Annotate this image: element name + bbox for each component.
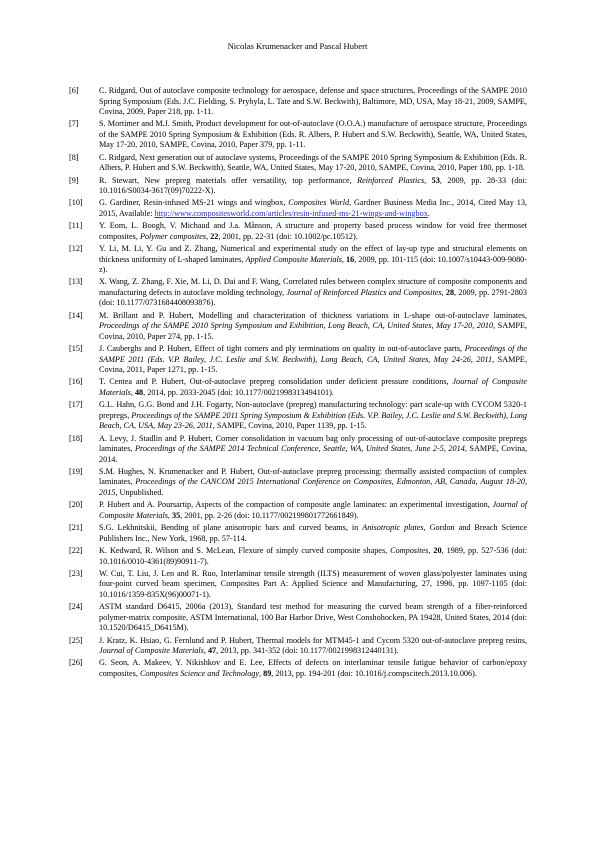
- reference-text-segment: , Gardner Business Media Inc., 2014, Cited May 13, 2015, Available:: [99, 198, 527, 218]
- reference-text-segment: R. Stewart, New prepreg materials offer versatility, top performance,: [99, 175, 358, 185]
- reference-italic-text: Journal of Composite Materials: [99, 377, 527, 397]
- reference-number: [8]: [69, 152, 79, 162]
- reference-item: [69, 636, 527, 657]
- reference-text-segment: , 2001, pp. 22-31 (doi: 10.1002/pc.10512).: [218, 231, 358, 241]
- reference-text-segment: , 2001, pp. 2-26 (doi: 10.1177/002199801772661849).: [180, 510, 359, 520]
- reference-number: [22]: [69, 546, 83, 555]
- reference-text: [99, 467, 527, 499]
- reference-text: [99, 434, 527, 466]
- reference-text-segment: , SAMPE, Covina, 2010, Paper 1139, pp. 1-15.: [212, 421, 367, 431]
- reference-italic-text: Proceedings of the CANCOM 2015 International Conference on Composites, Edmonton, AB, Canada, August 18-20, 2015: [99, 477, 527, 497]
- reference-number: [18]: [69, 433, 83, 443]
- reference-text-segment: , Gordon and Breach Science Publishers Inc., New York, 1968, pp. 57-114.: [99, 523, 527, 543]
- reference-text-segment: , 2009, pp. 28-33 (doi: 10.1016/S0034-3617(09)70222-X).: [99, 175, 527, 196]
- reference-text-segment: ,: [259, 668, 264, 678]
- reference-number: [13]: [69, 277, 83, 287]
- reference-text-segment: ASTM standard D6415, 2006a (2013), Standard test method for measuring the curved beam strength of a fiber-reinforced polymer-matrix composite, ASTM International, 100 Bar Harbor Drive, West Conshohocken, PA 19428, United States, 2014 (doi: 10.1520/D6415_D6415M).: [99, 602, 527, 633]
- reference-text: [99, 244, 527, 276]
- reference-volume: 28: [445, 287, 455, 297]
- reference-volume: 22: [210, 231, 219, 241]
- reference-text-segment: .: [427, 208, 430, 218]
- reference-italic-text: Composites Science and Technology: [139, 668, 260, 678]
- reference-number: [17]: [69, 400, 83, 410]
- reference-text-segment: Y. Li, M. Li, Y. Gu and Z. Zhang, Numerical and experimental study on the effect of lay-up type and structural elements on thickness uniformity of L-shaped laminates,: [99, 244, 527, 264]
- reference-item: [69, 221, 527, 242]
- reference-volume: 35: [172, 510, 181, 520]
- reference-number: [24]: [69, 602, 83, 612]
- reference-text-segment: G. Gardiner, Resin-infused MS-21 wings and wingbox,: [99, 198, 289, 208]
- reference-number: [20]: [69, 500, 83, 510]
- reference-volume: 47: [207, 646, 217, 656]
- reference-text-segment: S. Mortimer and M.J. Smith, Product development for out-of-autoclave (O.O.A.) manufacture of aerospace structure, Proceedings of the SAMPE 2010 Spring Symposium & Exhibition (Eds. R. Albers, P. Hubert and S.W. Beckwith), Seattle, WA, United States, May 17-20, 2010, SAMPE, Covina, 2010, Paper 379, pp. 1-11.: [99, 119, 527, 150]
- reference-item: [69, 198, 527, 219]
- reference-item: [69, 400, 527, 432]
- reference-text-segment: J. Cauberghs and P. Hubert, Effect of tight corners and ply terminations on quality in out-of-autoclave parts,: [99, 344, 465, 354]
- reference-number: [9]: [69, 175, 79, 185]
- reference-volume: 89: [263, 668, 272, 678]
- reference-text-segment: , 2013, pp. 341-352 (doi: 10.1177/0021998312440131).: [216, 646, 399, 656]
- reference-text: [99, 198, 527, 219]
- reference-number: [14]: [69, 310, 83, 320]
- reference-item: [69, 569, 527, 601]
- reference-volume: 20: [433, 546, 442, 555]
- reference-item: [69, 377, 527, 398]
- reference-item: [69, 344, 527, 376]
- reference-italic-text: Applied Composite Materials: [245, 254, 342, 264]
- reference-text-segment: , SAMPE, Covina, 2011, Paper 1271, pp. 1-15.: [99, 354, 527, 375]
- reference-italic-text: Composites World: [288, 198, 350, 208]
- reference-italic-text: Proceedings of the SAMPE 2011 (Eds. V.P. Bailey, J.C. Leslie and S.W. Beckwith), Long Beach, CA, United States, May 24-26, 2011: [99, 344, 528, 364]
- reference-number: [7]: [69, 119, 79, 129]
- reference-item: [69, 546, 527, 567]
- reference-volume: 53: [431, 175, 440, 185]
- reference-number: [19]: [69, 466, 83, 476]
- reference-item: [69, 467, 527, 499]
- reference-text: [99, 569, 527, 601]
- reference-number: [6]: [69, 86, 79, 95]
- reference-text-segment: C. Ridgard, Next generation out of autoclave systems, Proceedings of the SAMPE 2010 Spring Symposium & Exhibition (Eds. R. Albers, P. Hubert and S.W. Beckwith), Seattle, WA, United States, May 17-20, 2010, SAMPE, Covina, 2010, Paper 180, pp. 1-18.: [99, 152, 527, 173]
- reference-text: [99, 344, 527, 376]
- reference-text-segment: G. Seon, A. Makeev, Y. Nikishkov and E. Lee, Effects of defects on interlaminar tensile fatigue behavior of carbon/epoxy composites,: [99, 658, 527, 678]
- reference-text-segment: , 2009, pp. 2791-2803 (doi: 10.1177/0731684408093876).: [99, 287, 527, 308]
- reference-text-segment: J. Kratz, K. Hsiao, G. Fernlund and P. Hubert, Thermal models for MTM45-1 and Cycom 5320 out-of-autoclave prepreg resins,: [99, 635, 527, 645]
- reference-number: [25]: [69, 635, 83, 645]
- reference-text-segment: ,: [130, 387, 135, 397]
- reference-number: [21]: [69, 523, 83, 533]
- reference-text-segment: W. Cui, T. Liu, J. Len and R. Ruo, Interlaminar tensile strength (ILTS) measurement of woven glass/polyester laminates using four-point curved beam specimen, Composites Part A: Applied Science and Manufacturing, 27, 1996, pp. 1097-1105 (doi: 10.1016/1359-835X(96)00071-1).: [99, 568, 527, 599]
- reference-text-segment: , 2009, pp. 101-115 (doi: 10.1007/s10443-009-9080-z).: [99, 254, 527, 275]
- reference-text-segment: M. Brillant and P. Hubert, Modelling and characterization of thickness variations in L-shape out-of-autoclave laminates,: [99, 310, 527, 320]
- reference-text: [99, 636, 527, 657]
- reference-item: [69, 277, 527, 309]
- reference-text-segment: , 1989, pp. 527-536 (doi: 10.1016/0010-4361(89)90911-7).: [99, 546, 527, 566]
- reference-text: [99, 153, 527, 174]
- reference-text: [99, 86, 527, 118]
- reference-text: [99, 377, 527, 398]
- reference-italic-text: Proceedings of the SAMPE 2010 Spring Symposium and Exhibition, Long Beach, CA, United States, May 17-20, 2010: [99, 321, 494, 331]
- reference-number: [11]: [69, 221, 83, 231]
- reference-text-segment: S.M. Hughes, N. Krumenacker and P. Hubert, Out-of-autoclave prepreg processing: thermally assisted compaction of complex laminates,: [99, 466, 527, 487]
- reference-item: [69, 244, 527, 276]
- reference-item: [69, 153, 527, 174]
- reference-text: [99, 500, 527, 521]
- reference-italic-text: Journal of Composite Materials: [99, 646, 204, 656]
- reference-text-segment: ,: [167, 510, 173, 520]
- reference-item: [69, 86, 527, 118]
- reference-item: [69, 434, 527, 466]
- reference-item: [69, 523, 527, 544]
- reference-item: [69, 500, 527, 521]
- reference-text: [99, 658, 527, 679]
- reference-text: [99, 311, 527, 343]
- reference-number: [23]: [69, 568, 83, 578]
- reference-text-segment: ,: [203, 646, 208, 656]
- reference-item: [69, 311, 527, 343]
- reference-text-segment: C. Ridgard, Out of autoclave composite technology for aerospace, defense and space structures, Proceedings of the SAMPE 2010 Spring Symposium (Eds. J.C. Fielding, S. Prybyla, L. Tate and S.W. Beckwith), Baltimore, MD, USA, May 18-21, 2009, SAMPE, Covina, 2009, Paper 218, pp. 1-11.: [99, 86, 527, 116]
- reference-volume: 48: [134, 387, 144, 397]
- reference-text: [99, 176, 527, 197]
- reference-text-segment: P. Hubert and A. Poursartip, Aspects of the compaction of composite angle laminates: an experimental investigation,: [99, 500, 493, 510]
- reference-number: [16]: [69, 377, 83, 387]
- reference-number: [10]: [69, 198, 83, 208]
- reference-text: [99, 277, 527, 309]
- reference-italic-text: Composites: [390, 546, 429, 555]
- reference-text-segment: ,: [506, 410, 511, 420]
- reference-text: [99, 119, 527, 151]
- reference-italic-text: Proceedings of the SAMPE 2014 Technical Conference, Seattle, WA, United States, June 2-5, 2014: [134, 444, 465, 454]
- reference-text-segment: ,: [424, 175, 432, 185]
- reference-item: [69, 119, 527, 151]
- reference-text-segment: , 2014, pp. 2033-2045 (doi: 10.1177/0021998313494101).: [143, 387, 334, 397]
- reference-text-segment: A. Levy, J. Stadlin and P. Hubert, Corner consolidation in vacuum bag only processing of out-of-autoclave composite prepregs laminates,: [99, 433, 527, 454]
- reference-text-segment: , 2013, pp. 194-201 (doi: 10.1016/j.compscitech.2013.10.006).: [271, 668, 477, 678]
- reference-number: [15]: [69, 344, 83, 354]
- reference-list: [69, 86, 527, 681]
- reference-text: [99, 400, 527, 432]
- reference-text-segment: X. Wang, Z. Zhang, F. Xie, M. Li, D. Dai and F. Wang, Correlated rules between complex structure of composite components and manufacturing defects in autoclave molding technology,: [99, 277, 527, 297]
- reference-italic-text: Journal of Composite Materials: [99, 500, 528, 520]
- reference-italic-text: Reinforced Plastics: [357, 175, 425, 185]
- reference-text-segment: S.G. Lekhnitskii, Bending of plane anisotropic bars and curved beams, in: [99, 523, 363, 533]
- reference-text: [99, 546, 527, 567]
- reference-item: [69, 658, 527, 679]
- reference-url-link[interactable]: http://www.compositesworld.com/articles/resin-infused-ms-21-wings-and-wingbox: [154, 208, 428, 218]
- reference-text-segment: , SAMPE, Covina, 2014.: [99, 444, 528, 464]
- reference-text: [99, 523, 527, 544]
- reference-italic-text: Anisotropic plates: [362, 523, 424, 533]
- reference-text: [99, 602, 527, 634]
- reference-text: [99, 221, 527, 242]
- running-header: Nicolas Krumenacker and Pascal Hubert: [227, 41, 368, 51]
- reference-text-segment: ,: [206, 231, 211, 241]
- reference-item: [69, 176, 527, 197]
- reference-text-segment: ,: [341, 254, 347, 264]
- reference-volume: 16: [346, 254, 355, 264]
- reference-number: [12]: [69, 244, 83, 254]
- reference-italic-text: Proceedings of the SAMPE 2011 Spring Symposium & Exhibition (Eds. V.P. Bailey, J.C. Leslie and S.W. Beckwith): [131, 410, 507, 420]
- reference-italic-text: Journal of Reinforced Plastics and Composites: [286, 287, 442, 297]
- reference-text-segment: Y. Eom, L. Boogh, V. Michaud and J.a. Månson, A structure and property based process window for void free thermoset composites,: [99, 221, 527, 241]
- reference-text-segment: ,: [428, 546, 434, 555]
- reference-text-segment: T. Centea and P. Hubert, Out-of-autoclave prepreg consolidation under deficient pressure conditions,: [99, 377, 453, 387]
- reference-text-segment: , Unpublished.: [115, 487, 164, 497]
- reference-text-segment: ,: [441, 287, 446, 297]
- reference-text-segment: , SAMPE, Covina, 2010, Paper 274, pp. 1-15.: [99, 321, 527, 341]
- reference-italic-text: Long Beach, CA, USA, May 23-26, 2011: [99, 410, 527, 431]
- reference-item: [69, 602, 527, 634]
- reference-text-segment: G.L. Hahn, G.G. Bond and J.H. Fogarty, Non-autoclave (prepreg) manufacturing technology: part scale-up with CYCOM 5320-1 prepregs,: [99, 400, 527, 420]
- reference-italic-text: Polymer composites: [139, 231, 207, 241]
- reference-number: [26]: [69, 658, 83, 668]
- reference-text-segment: K. Kedward, R. Wilson and S. McLean, Flexure of simply curved composite shapes,: [99, 546, 391, 555]
